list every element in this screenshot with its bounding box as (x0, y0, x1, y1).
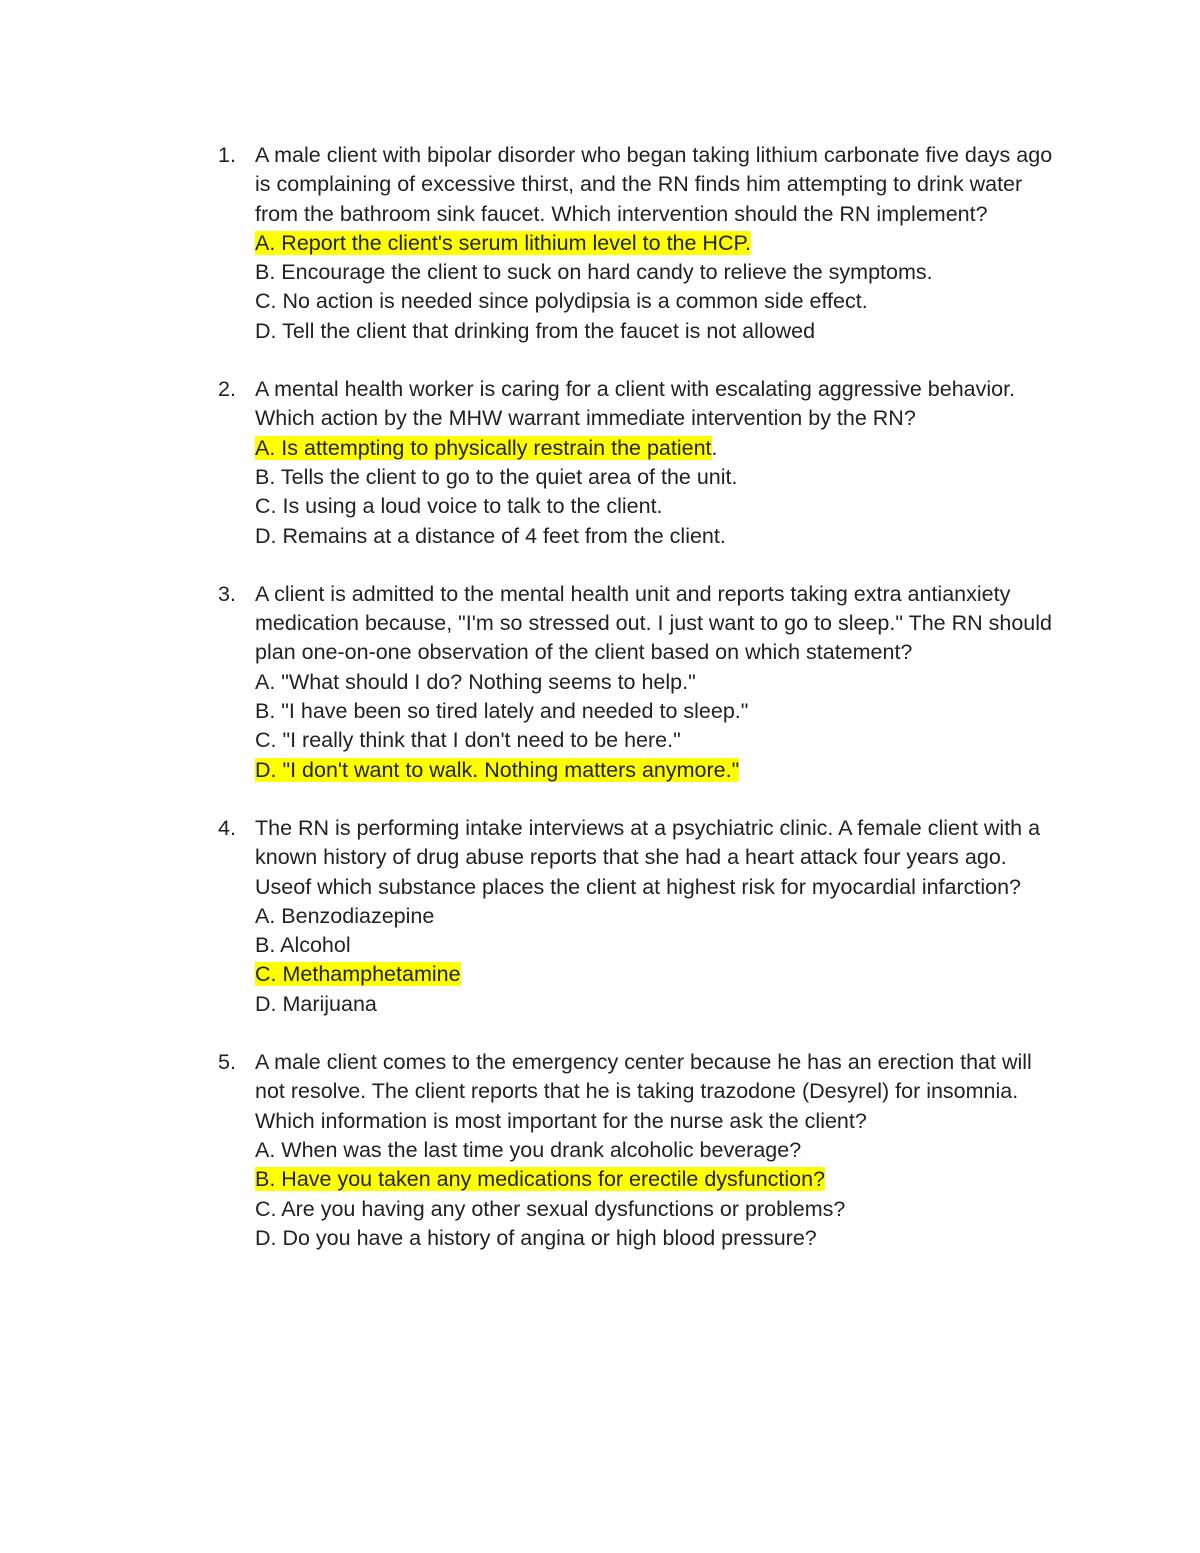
question-body (255, 580, 1058, 785)
question-number: 5. (218, 1050, 236, 1075)
question-5 (218, 1048, 1058, 1253)
option-text: C. Are you having any other sexual dysfunctions or problems? (255, 1196, 846, 1221)
question-stem: A mental health worker is caring for a client with escalating aggressive behavior. Which action by the MHW warrant immediate intervention by the RN? (255, 377, 1016, 431)
question-4 (218, 814, 1058, 1019)
option-text: D. Remains at a distance of 4 feet from the client. (255, 523, 726, 548)
question-number: 2. (218, 377, 236, 402)
option-text: D. Tell the client that drinking from the faucet is not allowed (255, 318, 816, 343)
option-text: A. "What should I do? Nothing seems to help." (255, 669, 696, 694)
answer-option-b (255, 931, 1058, 960)
option-text: D. "I don't want to walk. Nothing matters anymore." (255, 757, 740, 782)
option-text: B. Alcohol (255, 933, 351, 958)
answer-option-a (255, 1136, 1058, 1165)
answer-option-d (255, 317, 1058, 346)
question-stem: A male client comes to the emergency center because he has an erection that will not resolve. The client reports that he is taking trazodone (Desyrel) for insomnia. Which information is most important for the nurse ask the client? (255, 1050, 1032, 1133)
option-text: D. Marijuana (255, 991, 377, 1016)
option-text: B. Tells the client to go to the quiet area of the unit. (255, 464, 738, 489)
option-text: C. "I really think that I don't need to be here." (255, 728, 681, 753)
answer-option-c (255, 492, 1058, 521)
answer-option-b (255, 1165, 1058, 1194)
question-body (255, 375, 1058, 551)
question-2 (218, 375, 1058, 551)
answer-option-a (255, 902, 1058, 931)
question-body (255, 814, 1058, 1019)
option-text: A. Is attempting to physically restrain the patient (255, 435, 712, 460)
option-text: D. Do you have a history of angina or high blood pressure? (255, 1225, 817, 1250)
answer-option-d (255, 1224, 1058, 1253)
question-number: 3. (218, 581, 236, 606)
question-1 (218, 141, 1058, 346)
question-stem: The RN is performing intake interviews at a psychiatric clinic. A female client with a known history of drug abuse reports that she had a heart attack four years ago. Useof which substance places the client at highest risk for myocardial infarction? (255, 815, 1041, 899)
answer-option-c (255, 960, 1058, 989)
option-text: A. Benzodiazepine (255, 903, 435, 928)
question-stem: A male client with bipolar disorder who began taking lithium carbonate five days ago is complaining of excessive thirst, and the RN finds him attempting to drink water from the bathroom sink faucet. Which intervention should the RN implement? (255, 143, 1053, 226)
answer-option-b (255, 463, 1058, 492)
option-text: C. Methamphetamine (255, 962, 461, 987)
question-list (218, 141, 1058, 1282)
answer-option-a (255, 434, 1058, 463)
answer-option-b (255, 697, 1058, 726)
question-stem: A client is admitted to the mental health unit and reports taking extra antianxiety medication because, "I'm so stressed out. I just want to go to sleep." The RN should plan one-on-one observation of the client based on which statement? (255, 581, 1052, 665)
option-text: A. When was the last time you drank alcoholic beverage? (255, 1137, 802, 1162)
option-text: C. Is using a loud voice to talk to the client. (255, 494, 663, 519)
answer-option-a (255, 229, 1058, 258)
question-number: 4. (218, 815, 236, 840)
answer-option-d (255, 522, 1058, 551)
answer-option-b (255, 258, 1058, 287)
option-text: C. No action is needed since polydipsia is a common side effect. (255, 289, 868, 314)
answer-option-c (255, 1195, 1058, 1224)
question-number: 1. (218, 143, 236, 167)
answer-option-d (255, 990, 1058, 1019)
answer-option-a (255, 668, 1058, 697)
question-body (255, 141, 1058, 346)
question-body (255, 1048, 1058, 1253)
question-3 (218, 580, 1058, 785)
option-text: A. Report the client's serum lithium level to the HCP. (255, 230, 752, 255)
answer-option-d (255, 756, 1058, 785)
answer-option-c (255, 726, 1058, 755)
answer-option-c (255, 287, 1058, 316)
option-tail: . (711, 435, 718, 460)
option-text: B. Have you taken any medications for erectile dysfunction? (255, 1167, 826, 1192)
option-text: B. "I have been so tired lately and needed to sleep." (255, 699, 749, 724)
option-text: B. Encourage the client to suck on hard candy to relieve the symptoms. (255, 260, 933, 285)
